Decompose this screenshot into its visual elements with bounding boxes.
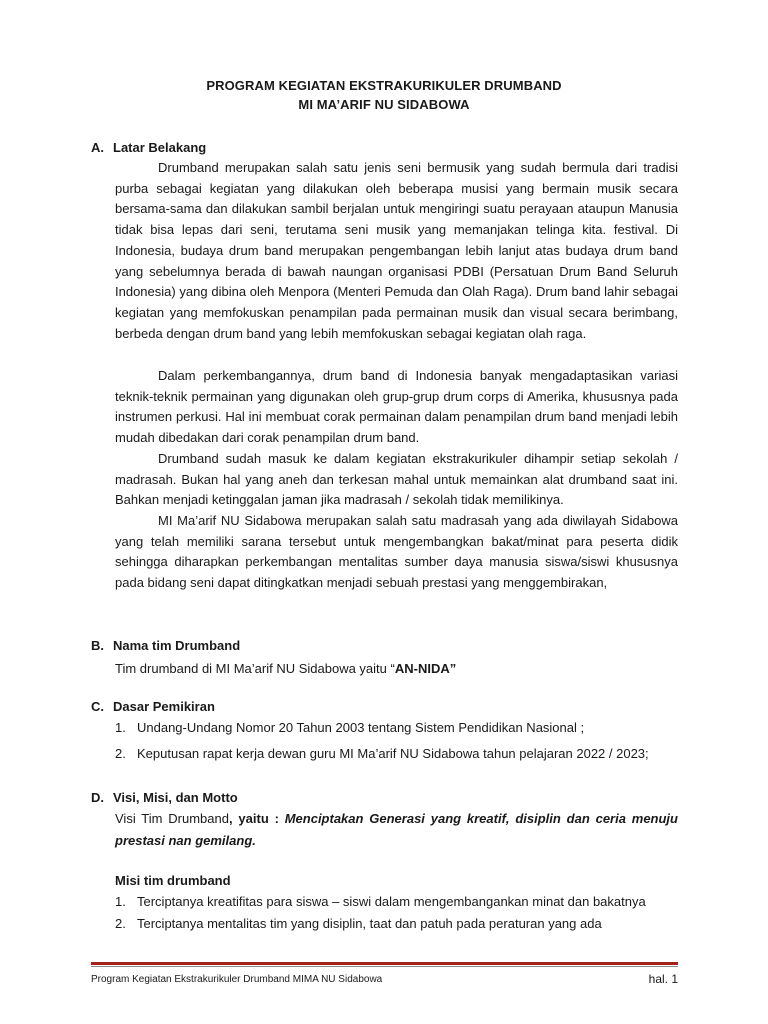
visi-text: Menciptakan Generasi yang kreatif, disiplin dan ceria menuju prestasi nan gemilang. <box>115 811 678 848</box>
footer-rule-red <box>91 962 678 965</box>
visi-statement: Visi Tim Drumband, yaitu : Menciptakan Generasi yang kreatif, disiplin dan ceria menuju prestasi nan gemilang. <box>115 811 678 848</box>
section-a-paragraph-2: Dalam perkembangannya, drum band di Indonesia banyak mengadaptasikan variasi teknik-teknik permainan yang digunakan oleh grup-grup drum corps di Amerika, khususnya pada instrumen perkusi. Hal ini membuat corak permainan dalam penampilan drum band menjadi lebih mudah dibedakan dari corak penampilan drum band. <box>115 368 678 446</box>
section-a-heading <box>91 140 206 155</box>
section-b-title: Nama tim Drumband <box>113 638 241 653</box>
dasar-item-2: 2. Keputusan rapat kerja dewan guru MI Ma’arif NU Sidabowa tahun pelajaran 2022 / 2023; <box>115 746 649 761</box>
footer-text: Program Kegiatan Ekstrakurikuler Drumband MIMA NU Sidabowa <box>91 974 383 985</box>
section-c-heading <box>91 699 215 714</box>
section-b-heading <box>91 638 240 653</box>
misi-item-1: 1. Terciptanya kreatifitas para siswa – siswi dalam mengembangankan minat dan bakatnya <box>115 894 646 909</box>
misi-item-2: 2. Terciptanya mentalitas tim yang disiplin, taat dan patuh pada peraturan yang ada <box>115 916 602 931</box>
section-c-letter: C. <box>91 699 104 714</box>
section-a-paragraph-3: Drumband sudah masuk ke dalam kegiatan ekstrakurikuler dihampir setiap sekolah / madrasah. Bukan hal yang aneh dan terkesan mahal untuk memainkan alat drumband saat ini. Bahkan menjadi ketinggalan jaman jika madrasah / sekolah tidak memilikinya. <box>115 451 678 508</box>
section-b-letter: B. <box>91 638 104 653</box>
section-c-title: Dasar Pemikiran <box>113 699 215 714</box>
section-d-heading <box>91 790 238 805</box>
dasar-item-1: 1. Undang-Undang Nomor 20 Tahun 2003 tentang Sistem Pendidikan Nasional ; <box>115 720 585 735</box>
section-d-title: Visi, Misi, dan Motto <box>113 790 238 805</box>
section-d-letter: D. <box>91 790 104 805</box>
document-title-line1: PROGRAM KEGIATAN EKSTRAKURIKULER DRUMBAND <box>206 78 562 93</box>
team-name: AN-NIDA <box>394 661 450 676</box>
section-a-paragraph-4: MI Ma’arif NU Sidabowa merupakan salah satu madrasah yang ada diwilayah Sidabowa yang telah memiliki sarana tersebut untuk mengembangkan bakat/minat para peserta didik sehingga diharapkan perkembangan mentalitas sumber daya manusia siswa/siswi khususnya pada bidang seni dapat ditingkatkan menjadi sebuah prestasi yang menggembirakan, <box>115 513 678 591</box>
section-a-title: Latar Belakang <box>113 140 207 155</box>
section-b-text: Tim drumband di MI Ma’arif NU Sidabowa yaitu “AN-NIDA” <box>115 661 457 676</box>
footer-rule-grey <box>91 966 678 967</box>
section-a-letter: A. <box>91 140 104 155</box>
document-title-line2: MI MA’ARIF NU SIDABOWA <box>298 97 470 112</box>
section-a-paragraph-1: Drumband merupakan salah satu jenis seni bermusik yang sudah bermula dari tradisi purba sebagai kegiatan yang dilakukan oleh beberapa musisi yang bermain musik secara bersama-sama dan dilakukan sambil berjalan untuk mengiringi suatu perayaan ataupun Manusia tidak bisa lepas dari seni, terutama seni musik yang memanjakan telinga kita. festival. Di Indonesia, budaya drum band merupakan pengembangan lebih lanjut atas budaya drum band yang sebelumnya berada di bawah naungan organisasi PDBI (Persatuan Drum Band Seluruh Indonesia) yang dibina oleh Menpora (Menteri Pemuda dan Olah Raga). Drum band lahir sebagai kegiatan yang memfokuskan penampilan pada permainan musik dan visual secara berimbang, berbeda dengan drum band yang lebih memfokuskan sebagai kegiatan olah raga. <box>115 160 678 341</box>
misi-heading: Misi tim drumband <box>115 873 231 888</box>
page-number: hal. 1 <box>648 972 678 986</box>
